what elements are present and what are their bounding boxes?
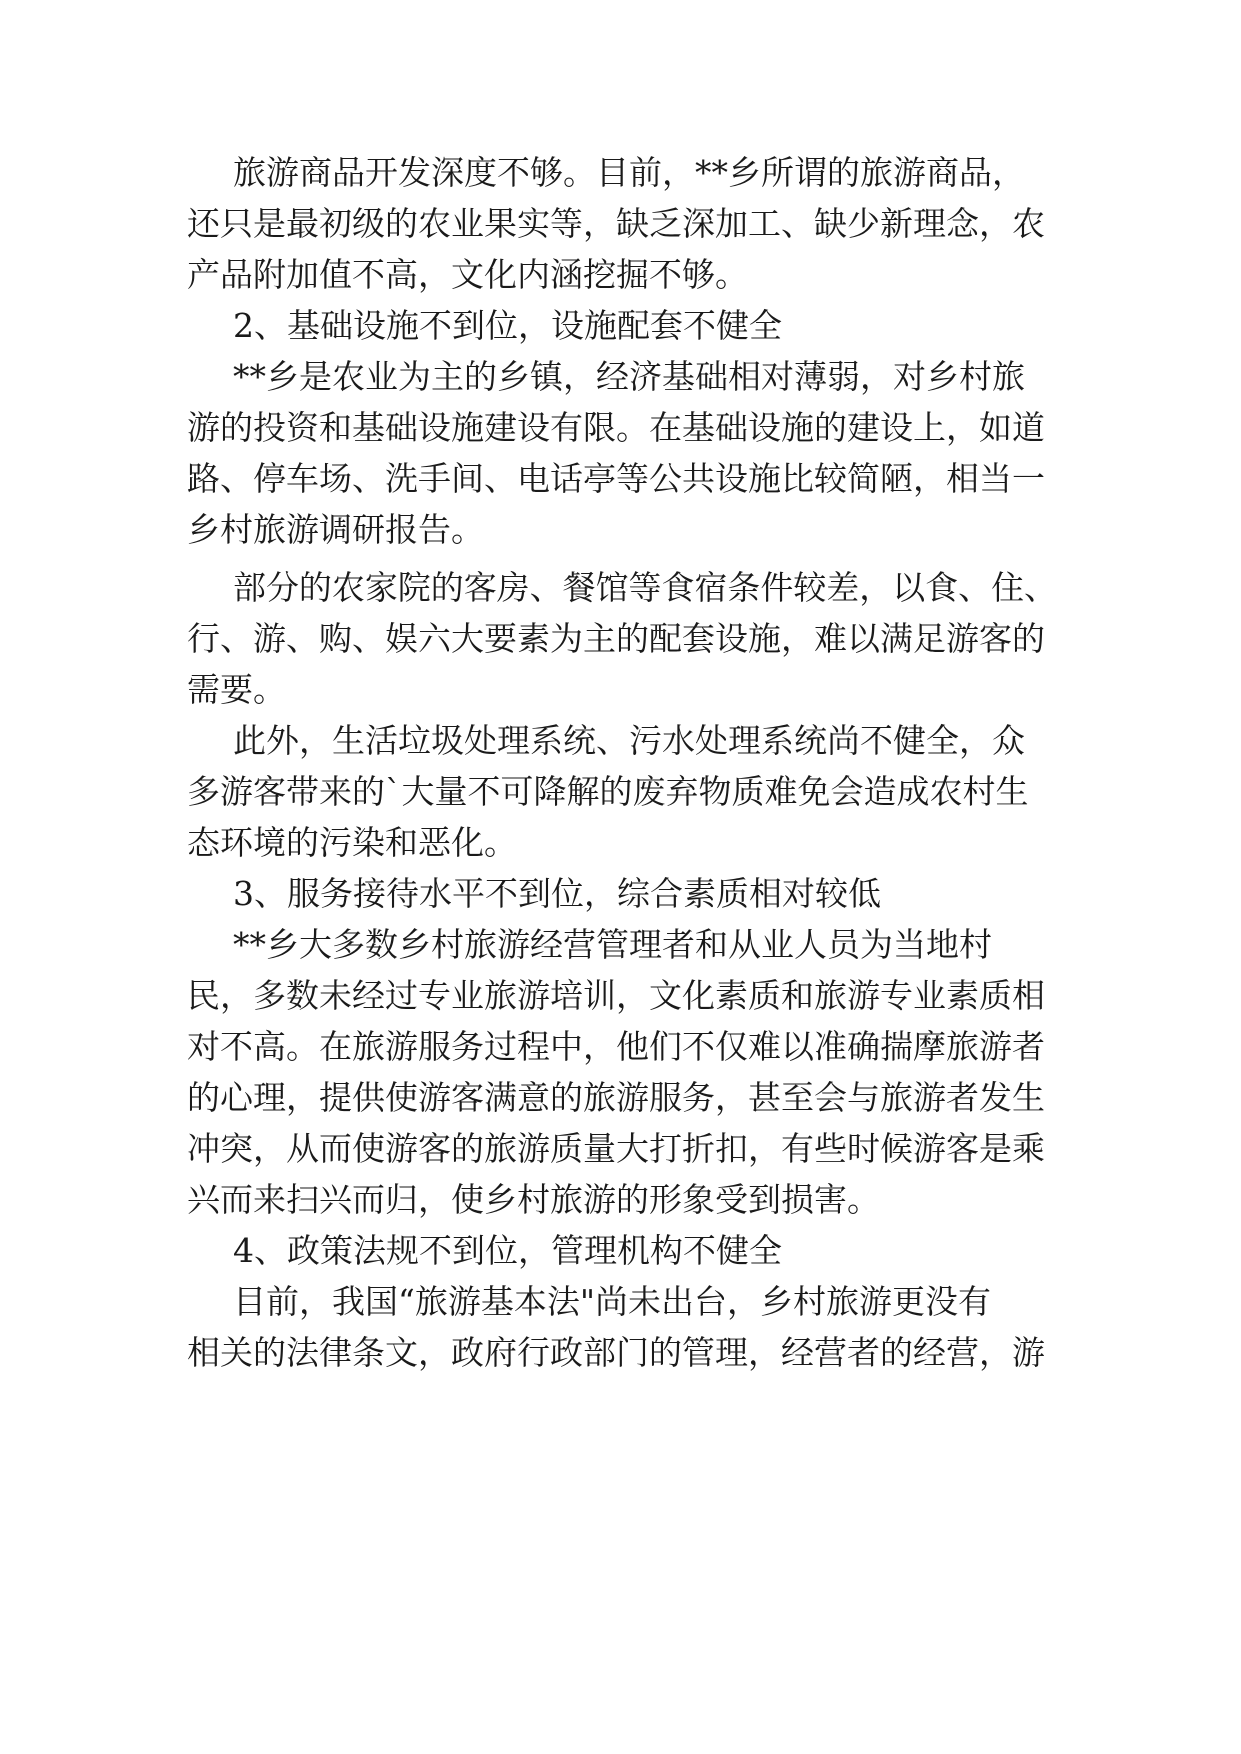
text-line: **乡是农业为主的乡镇，经济基础相对薄弱，对乡村旅	[233, 357, 1025, 396]
text-line: 的心理，提供使游客满意的旅游服务，甚至会与旅游者发生	[187, 1078, 1045, 1117]
text-line: 目前，我国“旅游基本法"尚未出台，乡村旅游更没有	[233, 1282, 992, 1321]
text-line: 需要。	[187, 670, 286, 709]
text-line: 旅游商品开发深度不够。目前，**乡所谓的旅游商品，	[233, 153, 1025, 192]
text-line: 多游客带来的`大量不可降解的废弃物质难免会造成农村生	[187, 772, 1029, 811]
text-line: 产品附加值不高，文化内涵挖掘不够。	[187, 255, 748, 294]
text-line: 兴而来扫兴而归，使乡村旅游的形象受到损害。	[187, 1180, 880, 1219]
text-line: 此外，生活垃圾处理系统、污水处理系统尚不健全，众	[233, 721, 1025, 760]
text-line: 部分的农家院的客房、餐馆等食宿条件较差，以食、住、	[233, 568, 1058, 607]
text-line: 行、游、购、娱六大要素为主的配套设施，难以满足游客的	[187, 619, 1045, 658]
section-heading: 3、服务接待水平不到位，综合素质相对较低	[233, 874, 881, 913]
text-line: 路、停车场、洗手间、电话亭等公共设施比较简陋，相当一	[187, 459, 1045, 498]
text-line: **乡大多数乡村旅游经营管理者和从业人员为当地村	[233, 925, 992, 964]
text-line: 民，多数未经过专业旅游培训，文化素质和旅游专业素质相	[187, 976, 1045, 1015]
text-line: 乡村旅游调研报告。	[187, 510, 484, 549]
section-heading: 2、基础设施不到位，设施配套不健全	[233, 306, 782, 345]
text-line: 冲突，从而使游客的旅游质量大打折扣，有些时候游客是乘	[187, 1129, 1045, 1168]
text-line: 相关的法律条文，政府行政部门的管理，经营者的经营，游	[187, 1333, 1045, 1372]
text-line: 还只是最初级的农业果实等，缺乏深加工、缺少新理念，农	[187, 204, 1045, 243]
text-line: 态环境的污染和恶化。	[187, 823, 517, 862]
text-line: 游的投资和基础设施建设有限。在基础设施的建设上，如道	[187, 408, 1045, 447]
section-heading: 4、政策法规不到位，管理机构不健全	[233, 1231, 782, 1270]
text-line: 对不高。在旅游服务过程中，他们不仅难以准确揣摩旅游者	[187, 1027, 1045, 1066]
